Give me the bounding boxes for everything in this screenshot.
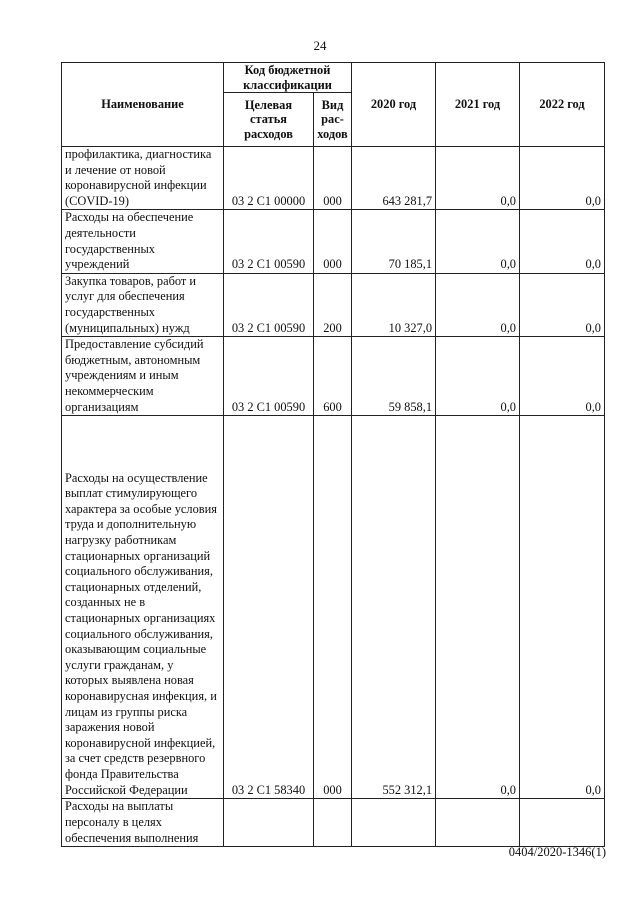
table-row	[62, 416, 605, 799]
cell-type	[314, 799, 352, 847]
cell-type: 000	[314, 210, 352, 273]
cell-2021	[436, 799, 520, 847]
cell-2021: 0,0	[436, 210, 520, 273]
page-number: 24	[313, 38, 327, 53]
cell-2020: 643 281,7	[352, 147, 436, 210]
cell-2021: 0,0	[436, 416, 520, 799]
header-target-article: Целевая статья расходов	[224, 93, 314, 147]
cell-code: 03 2 С1 00590	[224, 337, 314, 416]
cell-code: 03 2 С1 58340	[224, 416, 314, 799]
cell-2020: 59 858,1	[352, 337, 436, 416]
cell-code: 03 2 С1 00000	[224, 147, 314, 210]
table-row	[62, 273, 605, 336]
cell-name: Закупка товаров, работ и услуг для обеспечения государственных (муниципальных) нужд	[62, 273, 224, 336]
cell-2022: 0,0	[520, 273, 605, 336]
cell-name: Предоставление субсидий бюджетным, автономным учреждениям и иным некоммерческим организациям	[62, 337, 224, 416]
cell-2022: 0,0	[520, 416, 605, 799]
header-budget-code-group: Код бюджетной классификации	[224, 63, 352, 93]
cell-2022	[520, 799, 605, 847]
header-name: Наименование	[62, 63, 224, 147]
budget-table	[61, 62, 605, 847]
cell-2022: 0,0	[520, 337, 605, 416]
table-row	[62, 799, 605, 847]
table-header	[62, 63, 605, 147]
header-year-2020: 2020 год	[352, 63, 436, 147]
cell-code	[224, 799, 314, 847]
cell-2021: 0,0	[436, 147, 520, 210]
cell-2020: 552 312,1	[352, 416, 436, 799]
cell-type: 000	[314, 416, 352, 799]
cell-type: 200	[314, 273, 352, 336]
cell-2020	[352, 799, 436, 847]
cell-type: 000	[314, 147, 352, 210]
cell-name: Расходы на обеспечение деятельности государственных учреждений	[62, 210, 224, 273]
cell-code: 03 2 С1 00590	[224, 210, 314, 273]
cell-name: Расходы на выплаты персоналу в целях обеспечения выполнения	[62, 799, 224, 847]
table-row	[62, 210, 605, 273]
table-body	[62, 147, 605, 847]
cell-2020: 10 327,0	[352, 273, 436, 336]
cell-2022: 0,0	[520, 147, 605, 210]
header-year-2021: 2021 год	[436, 63, 520, 147]
cell-type: 600	[314, 337, 352, 416]
cell-2020: 70 185,1	[352, 210, 436, 273]
document-code: 0404/2020-1346(1)	[508, 845, 606, 859]
table-row	[62, 147, 605, 210]
header-expense-type: Вид рас- ходов	[314, 93, 352, 147]
cell-2022: 0,0	[520, 210, 605, 273]
cell-name: Расходы на осуществление выплат стимулирующего характера за особые условия труда и дополнительную нагрузку работникам стационарных организаций социального обслуживания, стационарных отделений, созданных не в стационарных организациях социального обслуживания, оказывающим социальные услуги гражданам, у которых выявлена новая коронавирусная инфекция, и лицам из группы риска заражения новой коронавирусной инфекцией, за счет средств резервного фонда Правительства Российской Федерации	[62, 416, 224, 799]
cell-name: профилактика, диагностика и лечение от новой коронавирусной инфекции (COVID-19)	[62, 147, 224, 210]
cell-code: 03 2 С1 00590	[224, 273, 314, 336]
header-year-2022: 2022 год	[520, 63, 605, 147]
table-row	[62, 337, 605, 416]
cell-2021: 0,0	[436, 337, 520, 416]
cell-2021: 0,0	[436, 273, 520, 336]
